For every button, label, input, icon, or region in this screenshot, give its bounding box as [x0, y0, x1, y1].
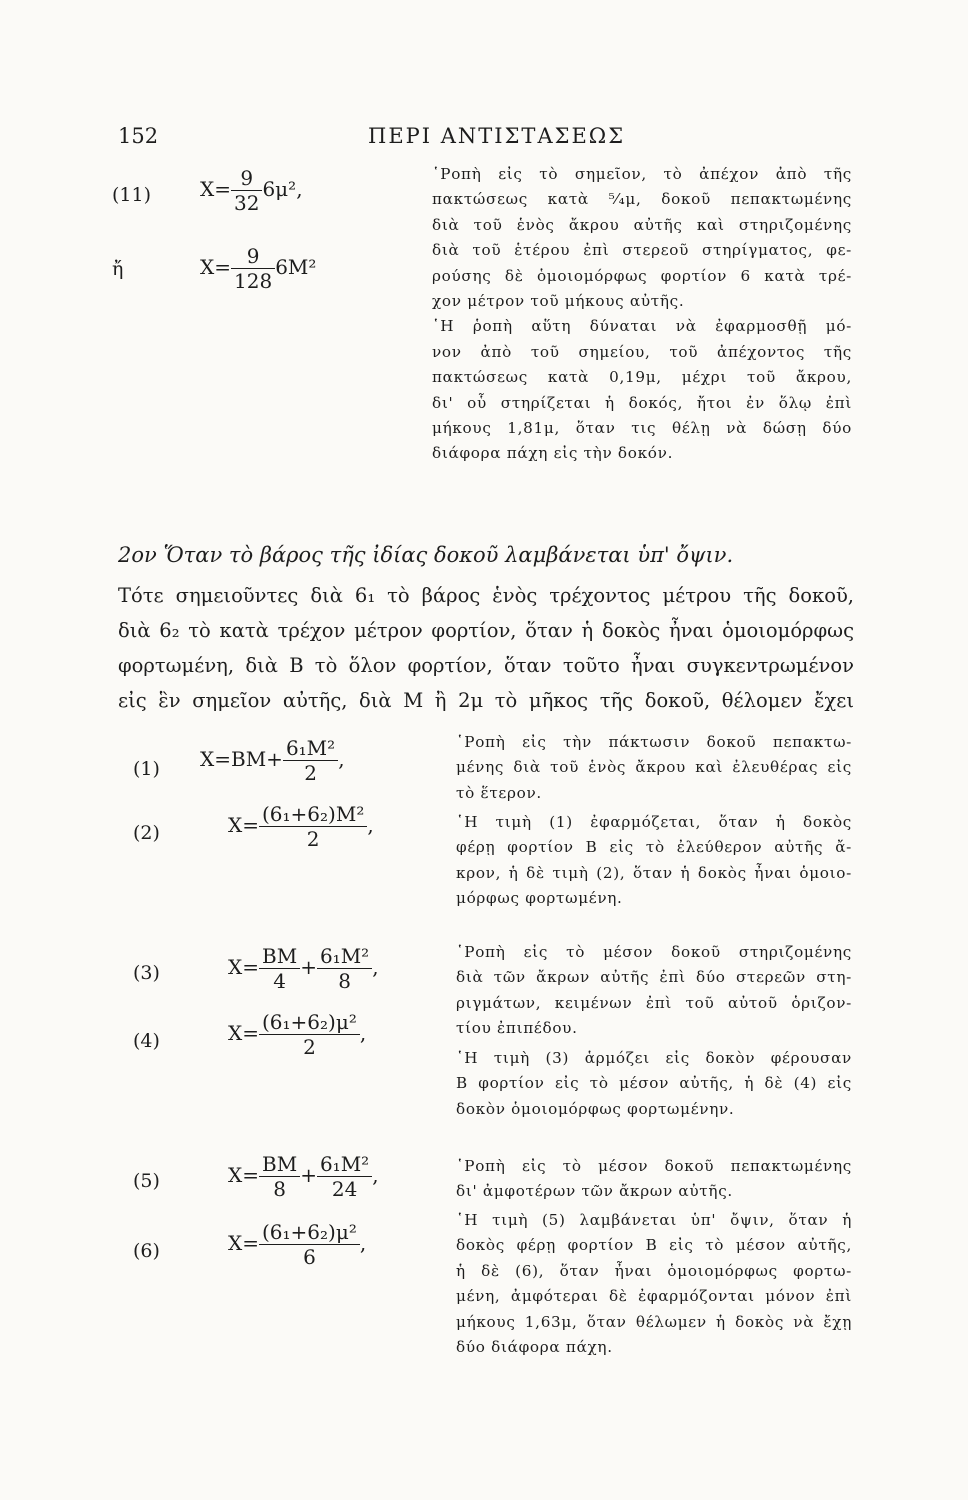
- f3-plus: +: [300, 955, 317, 979]
- text-line: μένης διὰ τοῦ ἑνὸς ἄκρου καὶ ἐλευθέρας εἰς: [456, 758, 852, 777]
- f5-fraction-a: [259, 1152, 300, 1201]
- eq11b-numerator: 9: [231, 244, 275, 269]
- text-line: ῾Ροπὴ εἰς τὴν πάκτωσιν δοκοῦ πεπακτω-: [456, 733, 852, 751]
- f1-lhs: X=BM+: [200, 747, 283, 771]
- eq11-numerator: 9: [231, 166, 262, 191]
- f3-numerator-a: BM: [259, 944, 300, 969]
- text-line: διὰ 6₂ τὸ κατὰ τρέχον μέτρον φορτίον, ὅταν ἡ δοκὸς ἦναι ὁμοιομόρφως: [118, 619, 854, 642]
- top-right-text: [432, 162, 852, 467]
- formula-6: [228, 1220, 366, 1269]
- eq11-fraction: [231, 166, 262, 215]
- formula-5: [228, 1152, 379, 1201]
- note-simply-supported-moment: [456, 940, 852, 1042]
- text-line: διάφορα πάχη εἰς τὴν δοκόν.: [432, 444, 674, 463]
- f5-numerator-a: BM: [259, 1152, 300, 1177]
- note-values-3-4: [456, 1046, 852, 1122]
- text-line: ῾Η τιμὴ (3) ἁρμόζει εἰς δοκὸν φέρουσαν: [456, 1049, 852, 1067]
- note-fixed-fixed-moment: [456, 1154, 852, 1205]
- text-line: ῾Ροπὴ εἰς τὸ σημεῖον, τὸ ἀπέχον ἀπὸ τῆς: [432, 165, 852, 183]
- f4-tail: ,: [359, 1021, 367, 1045]
- f5-denominator-a: 8: [273, 1177, 286, 1201]
- formula-2: [228, 802, 374, 851]
- text-line: δοκὸς φέρῃ φορτίον B εἰς τὸ μέσον αὐτῆς,: [456, 1236, 852, 1255]
- body-paragraph: [118, 578, 854, 718]
- f2-lhs: X=: [228, 813, 259, 837]
- text-line: ριγμάτων, κειμένων ἐπὶ τοῦ αὐτοῦ ὁριζον-: [456, 993, 852, 1012]
- text-line: δοκὸν ὁμοιομόρφως φορτωμένην.: [456, 1099, 735, 1118]
- eq11-tail: 6μ²,: [262, 177, 303, 201]
- text-line: ῾Ροπὴ εἰς τὸ μέσον δοκοῦ στηριζομένης: [456, 943, 852, 961]
- f6-lhs: X=: [228, 1231, 259, 1255]
- f2-denominator: 2: [306, 827, 320, 851]
- text-line: μήκους 1,81μ, ὅταν τις θέλῃ νὰ δώσῃ δύο: [432, 419, 852, 438]
- equation-11-label: (11): [112, 184, 152, 206]
- text-line: ῾Η τιμὴ (1) ἐφαρμόζεται, ὅταν ἡ δοκὸς: [456, 813, 852, 831]
- f5-tail: ,: [372, 1163, 379, 1187]
- f1-numerator: 6₁M²: [283, 736, 338, 761]
- text-line: ῾Η τιμὴ (5) λαμβάνεται ὑπ' ὄψιν, ὅταν ἡ: [456, 1211, 852, 1229]
- text-line: δι' οὗ στηρίζεται ἡ δοκός, ἤτοι ἐν ὅλῳ ἐπὶ: [432, 393, 852, 412]
- f5-lhs: X=: [228, 1163, 259, 1187]
- eq11b-lhs: X=: [200, 255, 231, 279]
- f4-numerator: (6₁+6₂)μ²: [259, 1010, 360, 1035]
- f5-fraction-b: [317, 1152, 372, 1201]
- section-title: 2ον Ὅταν τὸ βάρος τῆς ἰδίας δοκοῦ λαμβάνεται ὑπ' ὄψιν.: [118, 543, 734, 567]
- eq11-denominator: 32: [234, 191, 260, 215]
- text-line: τίου ἐπιπέδου.: [456, 1019, 578, 1038]
- eq11b-fraction: [231, 244, 275, 293]
- f6-fraction: [259, 1220, 360, 1269]
- f3-fraction-b: [317, 944, 372, 993]
- f4-denominator: 2: [303, 1035, 316, 1059]
- f5-denominator-b: 24: [331, 1177, 358, 1201]
- eq11b-tail: 6M²: [275, 255, 317, 279]
- f4-lhs: X=: [228, 1021, 259, 1045]
- text-line: πακτώσεως κατὰ 0,19μ, μέχρι τοῦ ἄκρου,: [432, 368, 852, 387]
- f5-plus: +: [300, 1163, 317, 1187]
- or-word: ἤ: [112, 258, 124, 280]
- text-line: κρον, ἡ δὲ τιμὴ (2), ὅταν ἡ δοκὸς ἦναι ὁμοιο-: [456, 863, 852, 882]
- formula-1: [200, 736, 345, 785]
- text-line: τὸ ἕτερον.: [456, 783, 542, 802]
- formula-3: [228, 944, 379, 993]
- formula-6-label: (6): [133, 1240, 160, 1262]
- text-line: ῾Η ῥοπὴ αὕτη δύναται νὰ ἐφαρμοσθῇ μό-: [432, 317, 852, 336]
- text-line: εἰς ἓν σημεῖον αὐτῆς, διὰ M ἢ 2μ τὸ μῆκος τῆς δοκοῦ, θέλομεν ἔχει: [118, 689, 854, 712]
- f3-denominator-a: 4: [273, 969, 286, 993]
- f1-fraction: [283, 736, 338, 785]
- text-line: νον ἀπὸ τοῦ σημείου, τοῦ ἀπέχοντος τῆς: [432, 342, 852, 361]
- f3-tail: ,: [372, 955, 379, 979]
- f3-lhs: X=: [228, 955, 259, 979]
- formula-4-label: (4): [133, 1030, 160, 1052]
- text-line: δι' ἀμφοτέρων τῶν ἄκρων αὐτῆς.: [456, 1182, 733, 1201]
- equation-11: [200, 166, 303, 215]
- text-line: φέρῃ φορτίον B εἰς τὸ ἐλεύθερον αὐτῆς ἄ-: [456, 838, 852, 857]
- f3-numerator-b: 6₁M²: [317, 944, 372, 969]
- text-line: πακτώσεως κατὰ ⁵⁄₄μ, δοκοῦ πεπακτωμένης: [432, 190, 852, 209]
- text-line: μήκους 1,63μ, ὅταν θέλωμεν ἡ δοκὸς νὰ ἔχῃ: [456, 1312, 852, 1331]
- f2-fraction: [259, 802, 367, 851]
- text-line: διὰ τῶν ἄκρων αὐτῆς ἐπὶ δύο στερεῶν στη-: [456, 968, 852, 987]
- text-line: μόρφως φορτωμένη.: [456, 889, 623, 908]
- f1-denominator: 2: [304, 761, 317, 785]
- equation-11b: [200, 244, 316, 293]
- note-values-5-6: [456, 1208, 852, 1360]
- formula-1-label: (1): [133, 758, 160, 780]
- formula-5-label: (5): [133, 1170, 160, 1192]
- text-line: ρούσης δὲ ὁμοιομόρφως φορτίον 6 κατὰ τρέ-: [432, 266, 852, 285]
- formula-2-label: (2): [133, 822, 160, 844]
- eq11b-denominator: 128: [234, 269, 273, 293]
- running-title: ΠΕΡΙ ΑΝΤΙΣΤΑΣΕΩΣ: [368, 124, 626, 148]
- text-line: ἡ δὲ (6), ὅταν ἦναι ὁμοιομόρφως φορτω-: [456, 1261, 852, 1280]
- formula-4: [228, 1010, 366, 1059]
- text-line: διὰ τοῦ ἑτέρου ἐπὶ στερεοῦ στηρίγματος, φε-: [432, 241, 852, 260]
- f4-fraction: [259, 1010, 360, 1059]
- f2-numerator: (6₁+6₂)M²: [259, 802, 367, 827]
- f3-denominator-b: 8: [338, 969, 351, 993]
- f3-fraction-a: [259, 944, 300, 993]
- eq11-lhs: X=: [200, 177, 231, 201]
- formula-3-label: (3): [133, 962, 160, 984]
- text-line: διὰ τοῦ ἑνὸς ἄκρου αὐτῆς καὶ στηριζομένης: [432, 215, 852, 234]
- f6-tail: ,: [359, 1231, 367, 1255]
- page-number: 152: [118, 124, 159, 148]
- text-line: μένη, ἀμφότεραι δὲ ἐφαρμόζονται μόνον ἐπὶ: [456, 1287, 852, 1306]
- f6-denominator: 6: [303, 1245, 316, 1269]
- note-values-1-2: [456, 810, 852, 912]
- f1-tail: ,: [338, 747, 345, 771]
- text-line: φορτωμένη, διὰ B τὸ ὅλον φορτίον, ὅταν τοῦτο ἦναι συγκεντρωμένον: [118, 654, 854, 677]
- text-line: Τότε σημειοῦντες διὰ 6₁ τὸ βάρος ἑνὸς τρέχοντος μέτρου τῆς δοκοῦ,: [118, 584, 854, 607]
- f2-tail: ,: [367, 813, 374, 837]
- f5-numerator-b: 6₁M²: [317, 1152, 372, 1177]
- text-line: χον μέτρον τοῦ μήκους αὐτῆς.: [432, 292, 685, 311]
- f6-numerator: (6₁+6₂)μ²: [259, 1220, 360, 1245]
- text-line: B φορτίον εἰς τὸ μέσον αὐτῆς, ἡ δὲ (4) εἰς: [456, 1074, 852, 1093]
- note-cantilever-moment: [456, 730, 852, 806]
- text-line: ῾Ροπὴ εἰς τὸ μέσον δοκοῦ πεπακτωμένης: [456, 1157, 852, 1175]
- text-line: δύο διάφορα πάχη.: [456, 1338, 613, 1357]
